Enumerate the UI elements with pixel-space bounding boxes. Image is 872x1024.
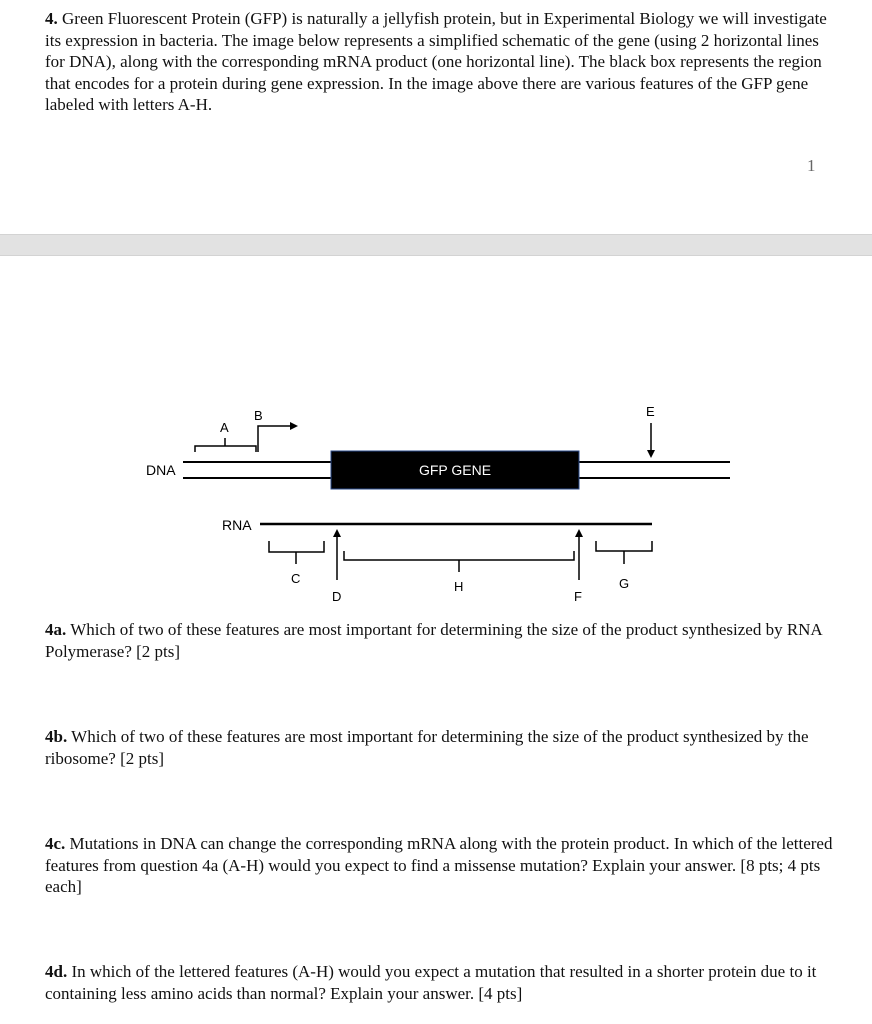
question-number: 4. — [45, 9, 58, 28]
feature-b-arrowhead — [290, 422, 298, 430]
feature-a-bracket — [195, 446, 256, 452]
feature-e-label: E — [646, 404, 655, 419]
question-4c — [45, 833, 835, 898]
feature-f-label: F — [574, 589, 582, 604]
feature-g-label: G — [619, 576, 630, 591]
feature-c-label: C — [291, 571, 301, 586]
feature-b-label: B — [254, 408, 263, 423]
gfp-gene-label: GFP GENE — [418, 462, 492, 478]
feature-b-arrow — [258, 426, 292, 452]
question-text: Which of two of these features are most important for determining the size of the product synthesized by RNA Polymerase? [2 pts] — [45, 620, 822, 661]
question-text: Mutations in DNA can change the corresponding mRNA along with the protein product. In which of the lettered features from question 4a (A-H) would you expect to find a missense mutation? Explain your answer. [8 pts; 4 pts each] — [45, 834, 833, 896]
rna-label: RNA — [222, 517, 252, 533]
page-break-divider — [0, 234, 872, 256]
question-4-intro — [45, 8, 835, 116]
feature-c-bracket — [269, 541, 324, 552]
feature-h-label: H — [454, 579, 464, 594]
question-text: Green Fluorescent Protein (GFP) is naturally a jellyfish protein, but in Experimental Biology we will investigate its expression in bacteria. The image below represents a simplified schematic of the gene (using 2 horizontal lines for DNA), along with the corresponding mRNA product (one horizontal line). The black box represents the region that encodes for a protein during gene expression. In the image above there are various features of the GFP gene labeled with letters A-H. — [45, 9, 827, 114]
question-number: 4c. — [45, 834, 66, 853]
feature-h-bracket — [344, 551, 574, 560]
feature-a-label: A — [220, 420, 229, 435]
question-4d — [45, 961, 835, 1004]
question-4b — [45, 726, 835, 769]
feature-d-label: D — [332, 589, 342, 604]
question-number: 4d. — [45, 962, 68, 981]
question-text: In which of the lettered features (A-H) would you expect a mutation that resulted in a shorter protein due to it containing less amino acids than normal? Explain your answer. [4 pts] — [45, 962, 817, 1003]
gene-schematic-diagram — [0, 254, 872, 614]
page-number: 1 — [807, 156, 816, 175]
question-number: 4b. — [45, 727, 68, 746]
feature-d-arrowhead — [333, 529, 341, 537]
feature-f-arrowhead — [575, 529, 583, 537]
question-4a — [45, 619, 835, 662]
dna-label: DNA — [146, 462, 176, 478]
feature-e-arrowhead — [647, 450, 655, 458]
question-text: Which of two of these features are most important for determining the size of the product synthesized by the ribosome? [2 pts] — [45, 727, 809, 768]
question-number: 4a. — [45, 620, 67, 639]
feature-g-bracket — [596, 541, 652, 551]
